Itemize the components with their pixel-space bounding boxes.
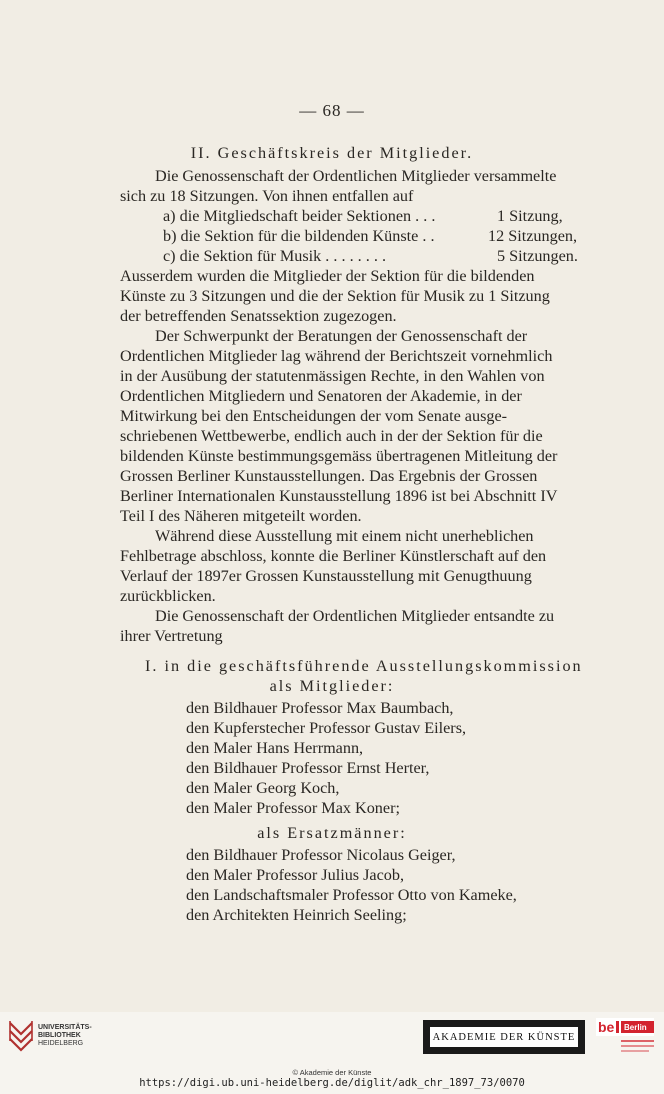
page-number: — 68 — [299, 101, 365, 120]
list-item-value: 1 Sitzung, [497, 207, 563, 225]
paragraph-line: der betreffenden Senatssektion zugezogen. [120, 307, 397, 325]
paragraph-line: Ordentlichen Mitglieder lag während der Berichtszeit vornehmlich [120, 347, 553, 365]
list-item-label: a) die Mitgliedschaft beider Sektionen . . . [163, 207, 436, 225]
list-item-value: 12 Sitzungen, [488, 227, 578, 245]
paragraph-line: sich zu 18 Sitzungen. Von ihnen entfallen auf [120, 187, 414, 205]
paragraph-line: Während diese Ausstellung mit einem nicht unerheblichen [155, 527, 534, 545]
substitute-entry: den Bildhauer Professor Nicolaus Geiger, [186, 846, 456, 864]
paragraph-line: Mitwirkung bei den Entscheidungen der vom Senate ausge- [120, 407, 508, 425]
member-entry: den Bildhauer Professor Ernst Herter, [186, 759, 430, 777]
paragraph-line: Grossen Berliner Kunstausstellungen. Das Ergebnis der Grossen [120, 467, 538, 485]
library-seal-icon [8, 1019, 34, 1053]
akademie-der-kuenste-logo[interactable] [423, 1020, 585, 1054]
paragraph-line: Fehlbetrage abschloss, konnte die Berliner Künstlerschaft auf den [120, 547, 547, 565]
svg-text:be: be [598, 1019, 615, 1035]
paragraph-line: Ordentlichen Mitgliedern und Senatoren der Akademie, in der [120, 387, 522, 405]
list-item-label: b) die Sektion für die bildenden Künste . . [163, 227, 435, 245]
paragraph-line: Berliner Internationalen Kunstausstellung 1896 ist bei Abschnitt IV [120, 487, 558, 505]
paragraph-line: Ausserdem wurden die Mitglieder der Sektion für die bildenden [120, 267, 535, 285]
paragraph-line: Die Genossenschaft der Ordentlichen Mitglieder entsandte zu [155, 607, 555, 625]
members-heading: als Mitglieder: [269, 677, 395, 695]
paragraph-line: bildenden Künste bestimmungsgemäss übertragenen Mitleitung der [120, 447, 558, 465]
paragraph-line: Verlauf der 1897er Grossen Kunstausstellung mit Genugthuung [120, 567, 532, 585]
section-heading: II. Geschäftskreis der Mitglieder. [190, 144, 474, 162]
substitute-entry: den Maler Professor Julius Jacob, [186, 866, 405, 884]
permalink-url[interactable]: https://digi.ub.uni-heidelberg.de/diglit/adk_chr_1897_73/0070 [139, 1077, 525, 1089]
paragraph-line: in der Ausübung der statutenmässigen Rechte, in den Wahlen von [120, 367, 545, 385]
list-item-label: c) die Sektion für Musik . . . . . . . . [163, 247, 387, 265]
paragraph-line: zurückblicken. [120, 587, 216, 605]
substitute-entry: den Landschaftsmaler Professor Otto von Kameke, [186, 886, 517, 904]
ub-heidelberg-text: UNIVERSITÄTS- BIBLIOTHEK HEIDELBERG [38, 1024, 92, 1047]
member-entry: den Maler Georg Koch, [186, 779, 340, 797]
member-entry: den Maler Hans Herrmann, [186, 739, 364, 757]
ub-heidelberg-logo[interactable] [8, 1019, 92, 1053]
paragraph-line: schriebenen Wettbewerbe, endlich auch in der der Sektion für die [120, 427, 543, 445]
member-entry: den Kupferstecher Professor Gustav Eilers, [186, 719, 467, 737]
paragraph-line: ihrer Vertretung [120, 627, 223, 645]
paragraph-line: Die Genossenschaft der Ordentlichen Mitglieder versammelte [155, 167, 557, 185]
copyright-text: © Akademie der Künste [292, 1068, 372, 1077]
substitute-entry: den Architekten Heinrich Seeling; [186, 906, 407, 924]
member-entry: den Maler Professor Max Koner; [186, 799, 400, 817]
paragraph-line: Künste zu 3 Sitzungen und die der Sektion für Musik zu 1 Sitzung [120, 287, 550, 305]
be-berlin-logo[interactable] [596, 1018, 654, 1056]
list-item-value: 5 Sitzungen. [497, 247, 578, 265]
adk-label: AKADEMIE DER KÜNSTE [430, 1027, 578, 1047]
member-entry: den Bildhauer Professor Max Baumbach, [186, 699, 454, 717]
substitutes-heading: als Ersatzmänner: [257, 824, 407, 842]
paragraph-line: Der Schwerpunkt der Beratungen der Genossenschaft der [155, 327, 528, 345]
commission-heading: I. in die geschäftsführende Ausstellungskommission [145, 657, 583, 675]
svg-text:Berlin: Berlin [624, 1023, 647, 1032]
paragraph-line: Teil I des Näheren mitgeteilt worden. [120, 507, 362, 525]
